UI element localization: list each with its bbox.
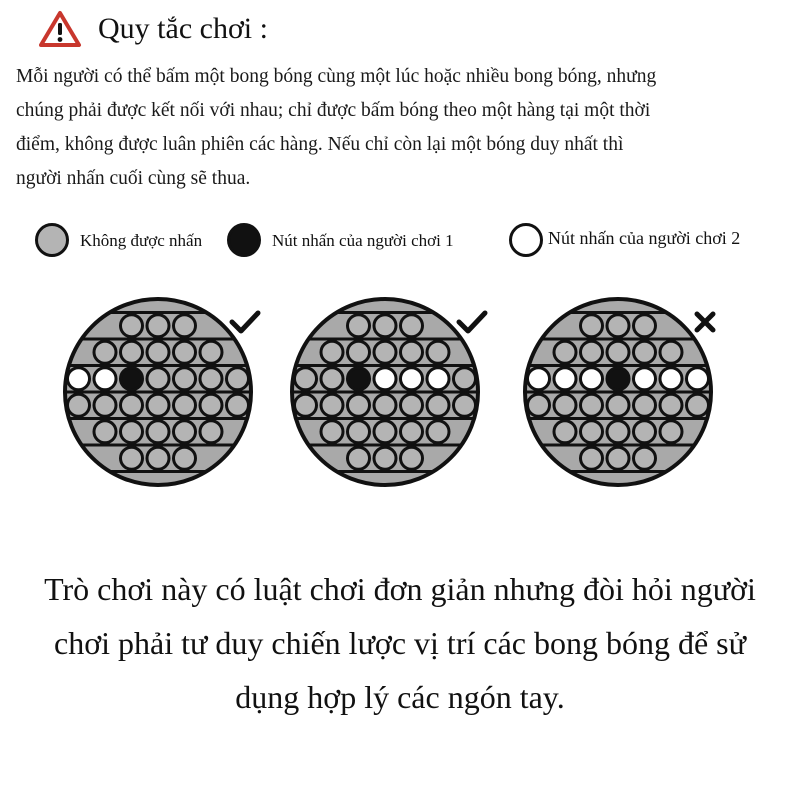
bubble-unpressed — [374, 421, 396, 443]
bubble-unpressed — [528, 394, 550, 416]
rules-line: chúng phải được kết nối với nhau; chỉ được bấm bóng theo một hàng tại một thời — [16, 100, 651, 121]
bubble-unpressed — [174, 447, 196, 469]
bubble-unpressed — [147, 368, 169, 390]
bubble-unpressed — [348, 315, 370, 337]
bubble-unpressed — [427, 341, 449, 363]
bubble-unpressed — [94, 421, 116, 443]
bubble-unpressed — [607, 315, 629, 337]
rules-line: điểm, không được luân phiên các hàng. Nếu chỉ còn lại một bóng duy nhất thì — [16, 134, 624, 155]
game-board — [292, 299, 485, 485]
rules-line: người nhấn cuối cùng sẽ thua. — [16, 168, 251, 189]
bubble-unpressed — [147, 421, 169, 443]
bubble-unpressed — [147, 394, 169, 416]
summary-line: Trò chơi này có luật chơi đơn giản nhưng đòi hỏi người — [44, 571, 756, 607]
bubble-unpressed — [94, 394, 116, 416]
bubble-unpressed — [660, 341, 682, 363]
bubble-unpressed — [581, 341, 603, 363]
bubble-unpressed — [121, 341, 143, 363]
bubble-unpressed — [454, 368, 476, 390]
legend-dot-player2 — [509, 223, 543, 257]
example-diagrams — [0, 295, 800, 500]
summary-line: dụng hợp lý các ngón tay. — [235, 679, 565, 715]
bubble-unpressed — [348, 447, 370, 469]
game-board — [65, 299, 258, 485]
bubble-player1 — [348, 368, 370, 390]
bubble-unpressed — [581, 421, 603, 443]
legend-label-unpressed: Không được nhấn — [80, 231, 203, 250]
bubble-unpressed — [227, 394, 249, 416]
bubble-unpressed — [147, 341, 169, 363]
bubble-unpressed — [607, 421, 629, 443]
bubble-unpressed — [401, 394, 423, 416]
bubble-unpressed — [634, 341, 656, 363]
bubble-player2 — [660, 368, 682, 390]
bubble-unpressed — [121, 315, 143, 337]
bubble-unpressed — [147, 447, 169, 469]
bubble-unpressed — [374, 341, 396, 363]
bubble-unpressed — [660, 394, 682, 416]
bubble-unpressed — [554, 341, 576, 363]
warning-triangle-icon — [38, 10, 82, 48]
bubble-unpressed — [607, 447, 629, 469]
boards-svg — [0, 295, 800, 500]
bubble-unpressed — [121, 421, 143, 443]
bubble-player2 — [401, 368, 423, 390]
legend — [0, 220, 800, 260]
bubble-unpressed — [401, 341, 423, 363]
bubble-unpressed — [121, 447, 143, 469]
bubble-unpressed — [427, 421, 449, 443]
bubble-unpressed — [348, 421, 370, 443]
bubble-unpressed — [660, 421, 682, 443]
bubble-unpressed — [634, 394, 656, 416]
bubble-unpressed — [174, 394, 196, 416]
bubble-player2 — [94, 368, 116, 390]
bubble-player2 — [374, 368, 396, 390]
bubble-unpressed — [174, 368, 196, 390]
bubble-unpressed — [374, 394, 396, 416]
bubble-player2 — [581, 368, 603, 390]
bubble-player2 — [687, 368, 709, 390]
check-mark-icon — [232, 313, 258, 331]
bubble-unpressed — [554, 421, 576, 443]
bubble-unpressed — [121, 394, 143, 416]
bubble-player2 — [634, 368, 656, 390]
legend-dot-unpressed — [35, 223, 69, 257]
bubble-unpressed — [200, 341, 222, 363]
bubble-unpressed — [200, 394, 222, 416]
check-mark-icon — [459, 313, 485, 331]
rules-header — [38, 10, 268, 48]
cross-mark-icon — [697, 314, 713, 330]
bubble-unpressed — [295, 368, 317, 390]
page-title: Quy tắc chơi : — [98, 12, 268, 45]
bubble-unpressed — [607, 394, 629, 416]
bubble-unpressed — [200, 421, 222, 443]
bubble-unpressed — [68, 394, 90, 416]
legend-label-player1: Nút nhấn của người chơi 1 — [272, 231, 454, 250]
bubble-unpressed — [200, 368, 222, 390]
bubble-unpressed — [454, 394, 476, 416]
legend-dot-player1 — [227, 223, 261, 257]
rules-text — [16, 60, 786, 196]
bubble-player1 — [121, 368, 143, 390]
bubble-unpressed — [634, 447, 656, 469]
bubble-unpressed — [348, 341, 370, 363]
bubble-unpressed — [427, 394, 449, 416]
bubble-unpressed — [581, 394, 603, 416]
bubble-player1 — [607, 368, 629, 390]
bubble-unpressed — [374, 315, 396, 337]
rules-line: Mỗi người có thể bấm một bong bóng cùng một lúc hoặc nhiều bong bóng, nhưng — [16, 66, 657, 87]
bubble-unpressed — [401, 421, 423, 443]
bubble-unpressed — [174, 315, 196, 337]
summary-line: chơi phải tư duy chiến lược vị trí các bong bóng để sử — [54, 625, 746, 661]
bubble-unpressed — [321, 394, 343, 416]
bubble-unpressed — [401, 447, 423, 469]
bubble-unpressed — [554, 394, 576, 416]
bubble-unpressed — [634, 421, 656, 443]
bubble-unpressed — [321, 368, 343, 390]
bubble-unpressed — [401, 315, 423, 337]
game-board — [525, 299, 713, 485]
bubble-unpressed — [634, 315, 656, 337]
bubble-unpressed — [94, 341, 116, 363]
bubble-player2 — [554, 368, 576, 390]
bubble-unpressed — [321, 421, 343, 443]
bubble-unpressed — [227, 368, 249, 390]
bubble-unpressed — [687, 394, 709, 416]
bubble-unpressed — [374, 447, 396, 469]
bubble-unpressed — [174, 341, 196, 363]
summary-text — [0, 562, 800, 724]
bubble-player2 — [427, 368, 449, 390]
bubble-unpressed — [581, 447, 603, 469]
bubble-player2 — [528, 368, 550, 390]
bubble-unpressed — [321, 341, 343, 363]
legend-label-player2: Nút nhấn của người chơi 2 — [548, 228, 741, 248]
bubble-unpressed — [174, 421, 196, 443]
bubble-unpressed — [295, 394, 317, 416]
bubble-unpressed — [607, 341, 629, 363]
bubble-unpressed — [581, 315, 603, 337]
bubble-player2 — [68, 368, 90, 390]
bubble-unpressed — [147, 315, 169, 337]
bubble-unpressed — [348, 394, 370, 416]
